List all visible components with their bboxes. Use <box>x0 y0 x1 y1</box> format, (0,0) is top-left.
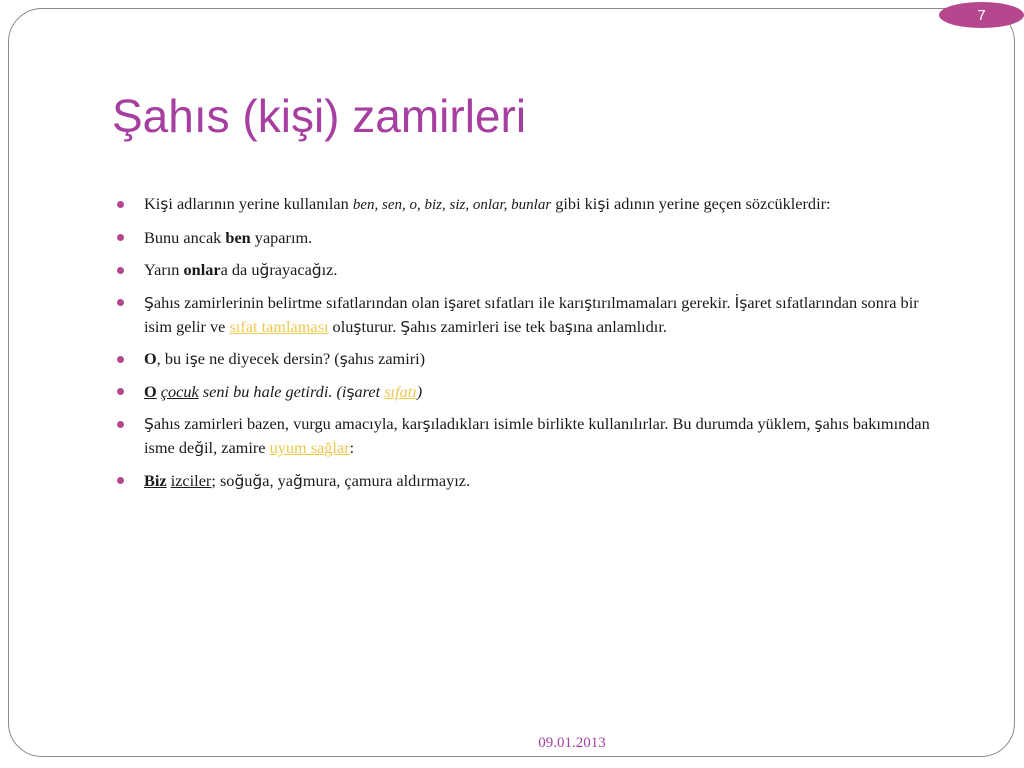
bullet-item-8 <box>116 469 936 493</box>
text-segment: Ş <box>144 293 154 312</box>
text-segment: mura, çamura aldırmayız. <box>302 470 471 490</box>
underlined-noun: çocuk <box>160 381 199 401</box>
bullet-icon <box>117 299 124 306</box>
text-segment: ğ <box>259 261 270 279</box>
bullet-item-4 <box>116 291 936 339</box>
bullet-item-6 <box>116 380 936 404</box>
text-segment: Ş <box>400 317 411 336</box>
text-segment: rayaca <box>269 260 312 279</box>
bullet-icon <box>117 388 124 395</box>
text-segment: ş <box>448 293 457 312</box>
bullet-icon <box>117 477 124 484</box>
text-segment: yaparım. <box>250 227 313 247</box>
bullet-item-7 <box>116 412 936 460</box>
bold-pronoun: Biz <box>144 470 167 490</box>
bullet-list <box>116 192 936 493</box>
text-segment: ) <box>416 381 423 401</box>
bullet-icon <box>117 421 124 428</box>
text-segment: turur. <box>361 316 401 336</box>
bullet-icon <box>117 201 124 208</box>
text-segment: e ne diyecek dersin? ( <box>197 349 340 368</box>
text-segment: ş <box>422 415 431 433</box>
text-segment: aret sıfatlarından sonra bir isim gelir ve <box>144 292 919 336</box>
bullet-item-1 <box>116 192 936 217</box>
text-segment: ğ <box>194 439 205 457</box>
text-segment: Ki <box>144 194 161 213</box>
bold-pronoun: O <box>144 349 157 368</box>
slide-content <box>116 192 936 501</box>
text-segment: ına anlamlıdır. <box>572 316 667 336</box>
bullet-item-3 <box>116 258 936 282</box>
text-segment: ş <box>189 350 198 368</box>
text-segment: ğ <box>311 261 322 279</box>
text-segment: aret <box>354 381 385 401</box>
text-segment: ahıs zamirleri bazen, vurgu amacıyla, kar <box>153 414 423 433</box>
footer-date: 09.01.2013 <box>538 735 606 751</box>
text-segment: ıladıkları isimle birlikte kullanılırlar. Bu durumda yüklem, <box>430 414 815 433</box>
bold-pronoun: O <box>144 381 157 401</box>
text-segment: ğ <box>234 471 245 490</box>
text-segment: ğ <box>252 471 263 490</box>
text-segment: ş <box>584 293 593 312</box>
text-segment: ş <box>339 350 348 368</box>
link-sifati[interactable]: sıfatı <box>384 381 417 401</box>
text-segment: i adlarının yerine kullanılan <box>168 194 353 213</box>
text-segment: olu <box>328 316 354 336</box>
text-segment: ahıs zamirlerinin belirtme sıfatlarından olan i <box>153 292 449 312</box>
text-segment: a da u <box>220 260 260 279</box>
bullet-icon <box>117 356 124 363</box>
text-segment: ız. <box>321 260 338 279</box>
text-segment: ş <box>160 195 169 213</box>
bullet-item-5 <box>116 347 936 371</box>
text-segment: ahıs zamirleri ise tek ba <box>410 316 565 336</box>
text-segment: il, zamire <box>204 438 270 457</box>
text-segment: İş <box>734 293 748 312</box>
page-number-badge: 7 <box>939 2 1024 28</box>
text-segment: i adının yerine geçen sözcüklerdir: <box>605 194 831 213</box>
bold-pronoun: ben <box>225 227 251 247</box>
text-segment: Bunu ancak <box>144 227 226 247</box>
bullet-icon <box>117 234 124 241</box>
underlined-noun: izciler <box>170 470 212 490</box>
text-segment: ahıs zamiri) <box>347 349 426 368</box>
text-segment: ş <box>597 195 606 213</box>
text-segment: : <box>349 438 355 457</box>
text-segment: tırılmamaları gerekir. <box>592 292 735 312</box>
text-segment: a, ya <box>262 470 293 490</box>
text-segment: ş <box>346 382 355 401</box>
text-segment: ; so <box>211 470 235 490</box>
text-segment: ğ <box>293 471 303 490</box>
text-segment: u <box>244 470 253 490</box>
text-segment: Ş <box>144 415 154 433</box>
text-segment: gibi ki <box>551 194 598 213</box>
link-sifat-tamlamasi[interactable]: sıfat tamlaması <box>229 316 329 336</box>
bullet-icon <box>117 267 124 274</box>
slide-title: Şahıs (kişi) zamirleri <box>112 90 527 142</box>
text-segment: seni bu hale getirdi. (i <box>198 381 347 401</box>
text-segment: ş <box>353 317 362 336</box>
pronoun-examples: ben, sen, o, biz, siz, onlar, bunlar <box>352 197 552 213</box>
bullet-item-2 <box>116 226 936 250</box>
text-segment: ahıs bakımından isme de <box>144 414 930 457</box>
text-segment: ş <box>814 415 823 433</box>
text-segment: Yarın <box>144 260 184 279</box>
text-segment: aret sıfatları ile karı <box>456 292 585 312</box>
bold-pronoun: onlar <box>183 260 221 279</box>
text-segment: ş <box>564 317 573 336</box>
link-uyum-saglar[interactable]: uyum sağlar <box>269 438 350 457</box>
text-segment: , bu i <box>156 349 190 368</box>
